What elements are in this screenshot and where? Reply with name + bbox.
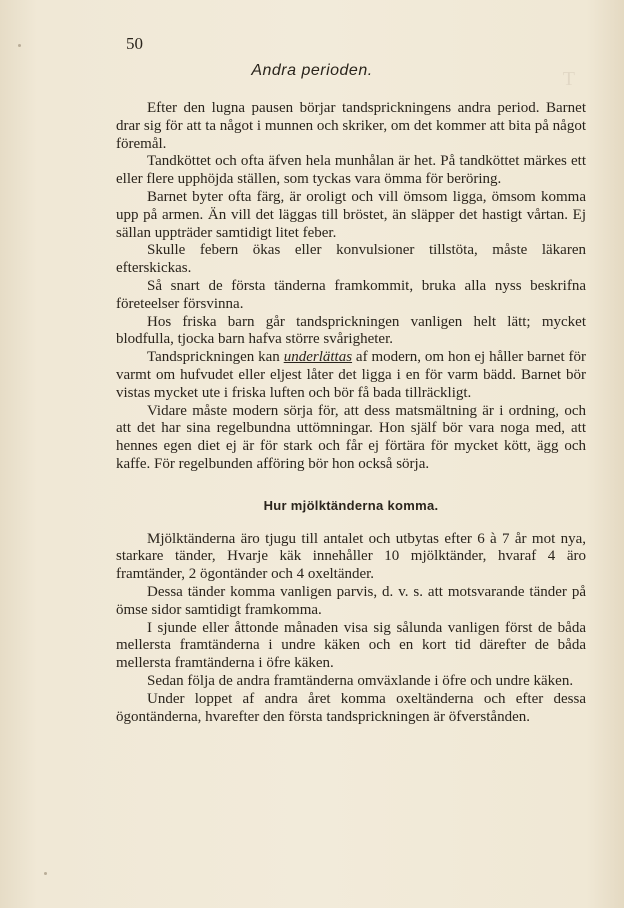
- paragraph: Under loppet af andra året komma oxeltänderna och efter dessa ögontänderna, hvarefter den första tandsprickningen är öfverstånden.: [116, 690, 586, 725]
- section-heading: Hur mjölktänderna komma.: [263, 497, 439, 513]
- text-run: af modern, om hon ej håller barnet för varmt om hufvudet eller eljest låter det ligga i en för varm bädd. Barnet bör vistas mycket ute i friska luften och bör få bada tillräckligt.: [116, 349, 586, 401]
- paragraph: Barnet byter ofta färg, är oroligt och vill ömsom ligga, ömsom komma upp på armen. Än vill det läggas till bröstet, än släpper det hastigt vårtan. Ej sällan uppträder samtidigt litet feber.: [116, 188, 586, 241]
- paper-speck: [44, 872, 47, 875]
- running-title: Andra perioden.: [251, 62, 373, 79]
- paragraph: Så snart de första tänderna framkommit, bruka alla nyss beskrifna företeelser försvinna.: [116, 277, 586, 312]
- paragraph: Mjölktänderna äro tjugu till antalet och utbytas efter 6 à 7 år mot nya, starkare tänder, Hvarje käk innehåller 10 mjölktänder, hvaraf 4 äro framtänder, 2 ögontänder och 4 oxeltänder.: [116, 530, 586, 583]
- show-through-text: T: [562, 68, 578, 90]
- emphasized-word: underlättas: [283, 349, 353, 366]
- paper-speck: [18, 44, 21, 47]
- paragraph: [116, 349, 586, 402]
- paragraph: Efter den lugna pausen börjar tandsprickningens andra period. Barnet drar sig för att ta något i munnen och skriker, om det kommer att bita på något föremål.: [116, 100, 586, 152]
- body-text: [116, 100, 586, 726]
- paragraph: Hos friska barn går tandsprickningen vanligen helt lätt; mycket blodfulla, tjocka barn hafva större svårigheter.: [116, 313, 586, 348]
- paragraph: Tandköttet och ofta äfven hela munhålan är het. På tandköttet märkes ett eller flere upphöjda ställen, som tyckas vara ömma för beröring.: [116, 153, 586, 188]
- paragraph: Dessa tänder komma vanligen parvis, d. v. s. att motsvarande tänder på ömse sidor samtidigt framkomma.: [116, 583, 586, 618]
- text-run: Tandsprickningen kan: [147, 349, 284, 366]
- page-number: 50: [126, 34, 143, 53]
- paragraph: Vidare måste modern sörja för, att dess matsmältning är i ordning, och att det har sina regelbundna uttömningar. Hon själf bör vara noga med, att hennes egen diet ej är för stark och får ej förtära för mycket kött, ägg och kaffe. För regelbunden afföring bör hon också sörja.: [116, 402, 586, 472]
- paragraph: I sjunde eller åttonde månaden visa sig sålunda vanligen först de båda mellersta framtänderna i undre käken och en kort tid därefter de båda mellersta framtänderna i öfre käken.: [116, 619, 586, 672]
- paragraph: Skulle febern ökas eller konvulsioner tillstöta, måste läkaren efterskickas.: [116, 242, 586, 277]
- paragraph: Sedan följa de andra framtänderna omväxlande i öfre och undre käken.: [147, 672, 574, 689]
